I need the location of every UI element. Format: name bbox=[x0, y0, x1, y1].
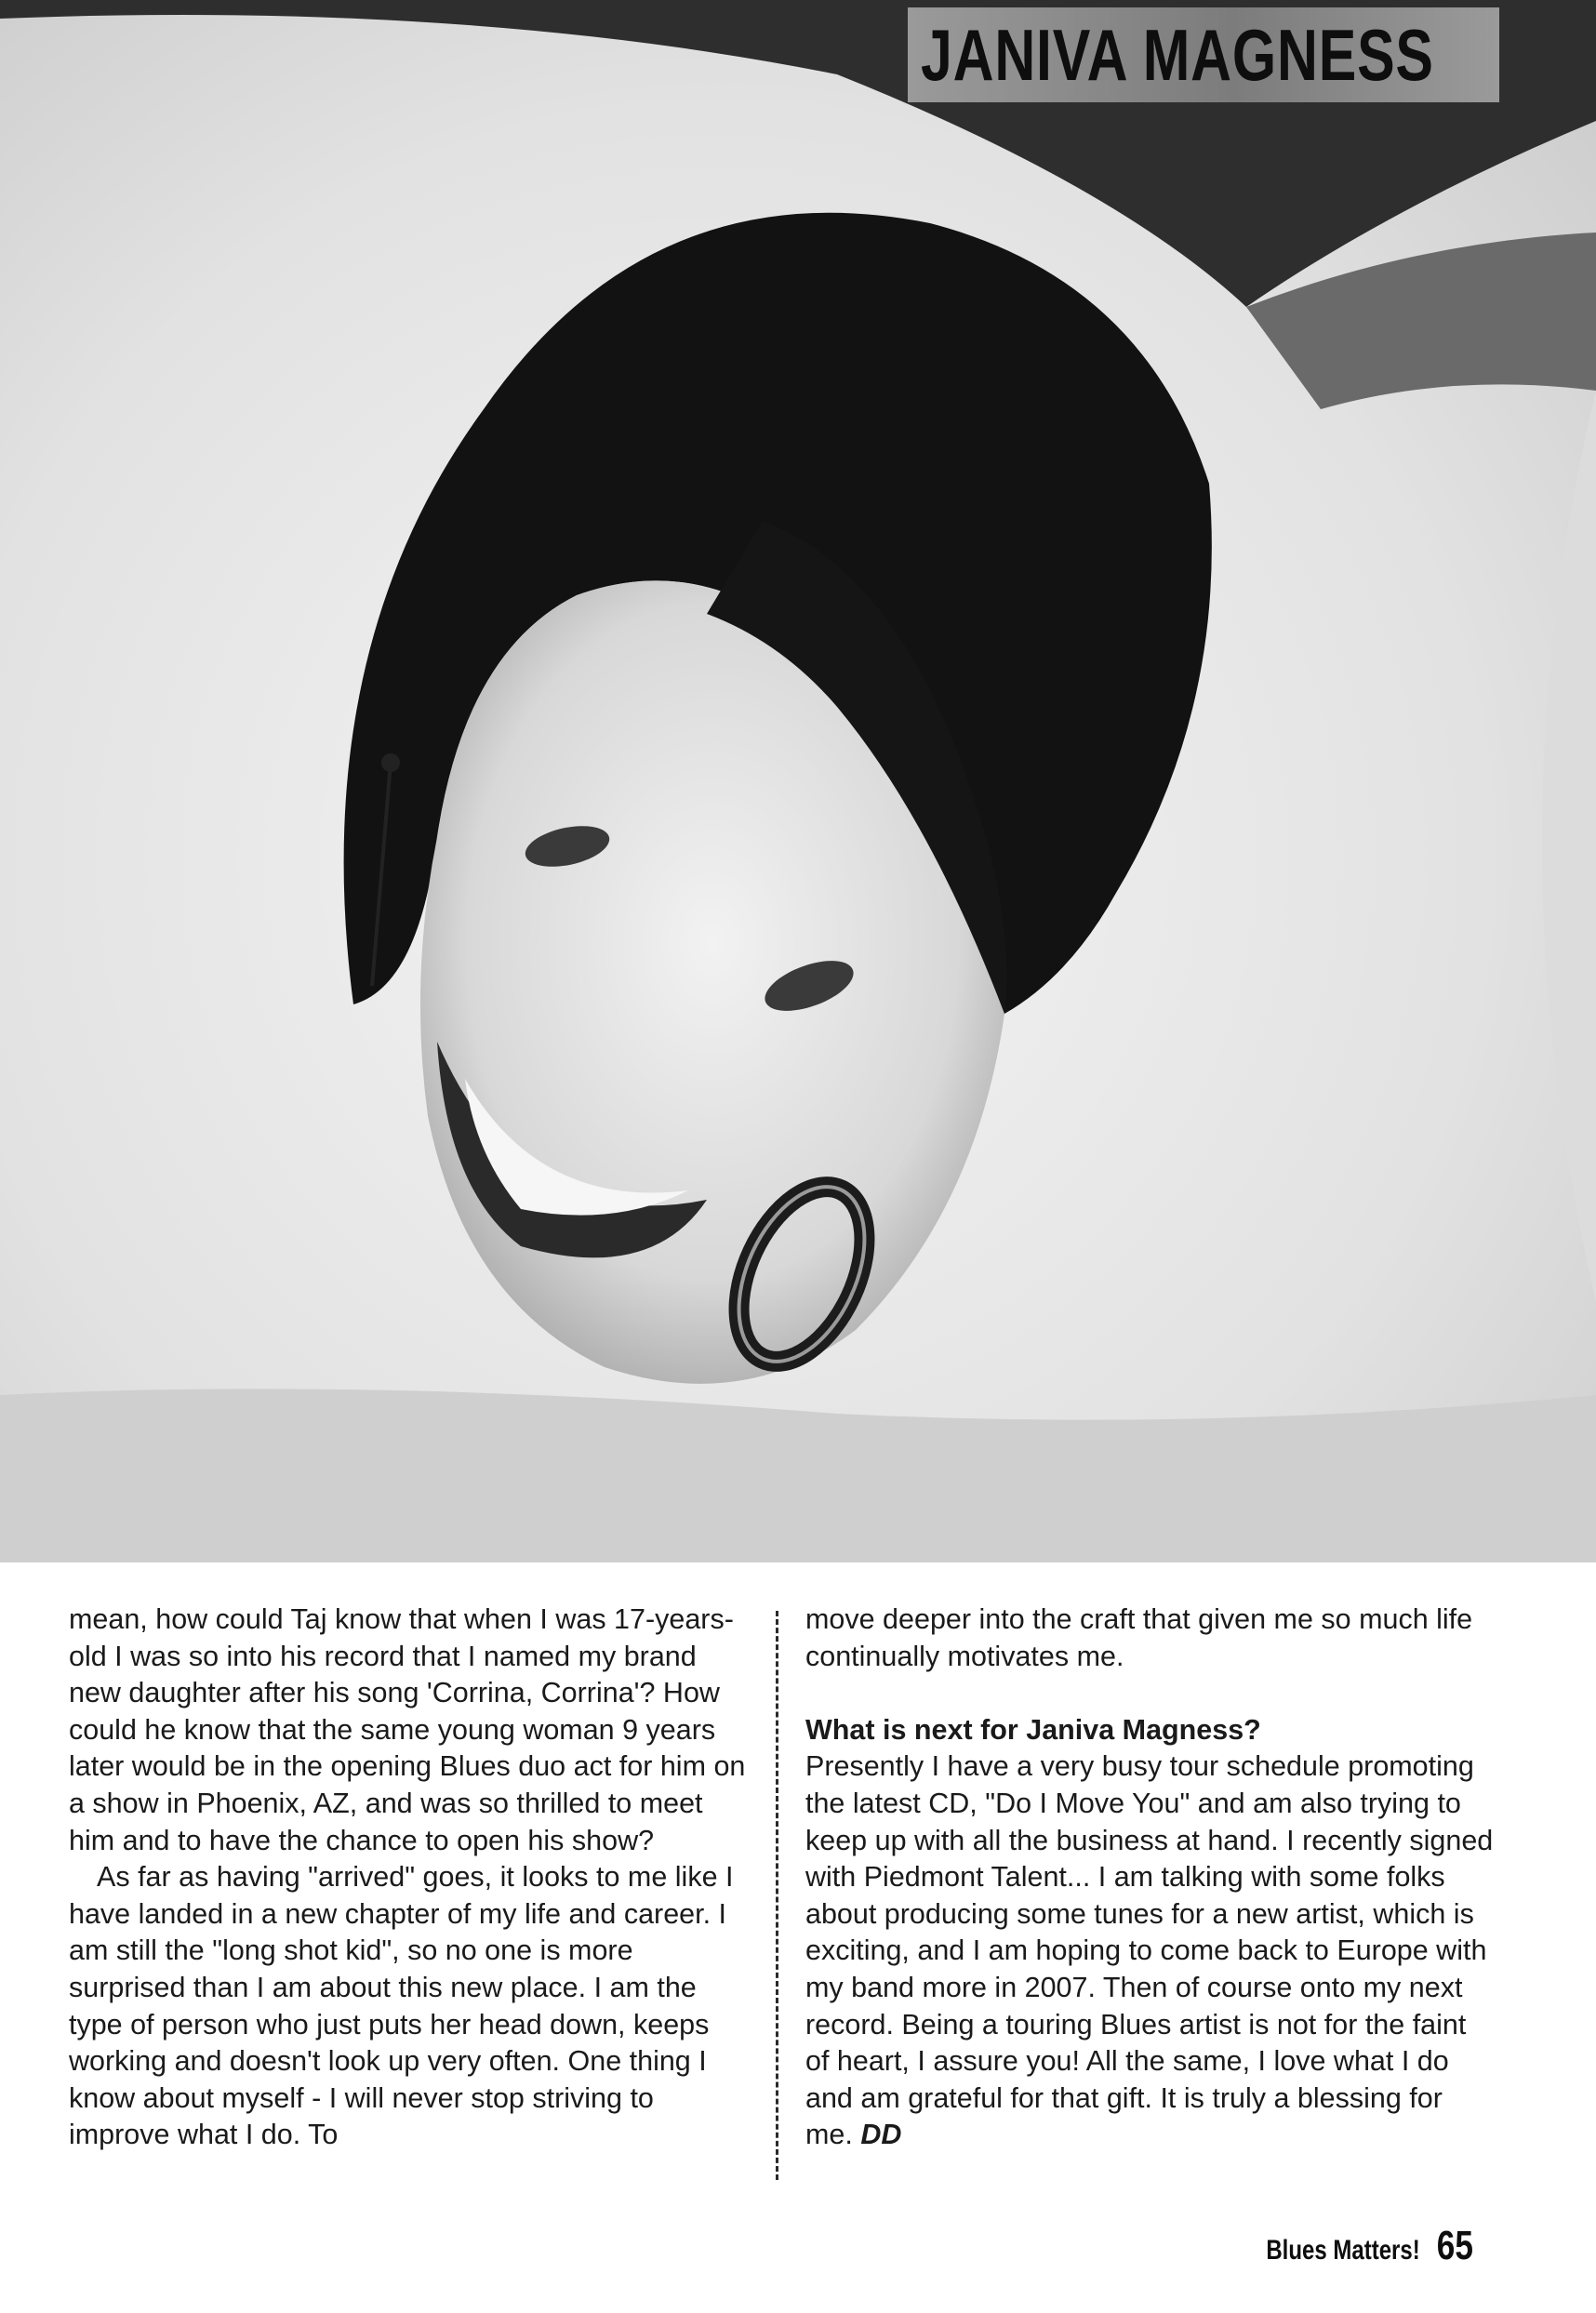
article-left-column bbox=[69, 1602, 748, 2154]
page-footer bbox=[1228, 2223, 1473, 2269]
answer-text: Presently I have a very busy tour schedule promoting the latest CD, "Do I Move You" and am also trying to keep up with all the business at hand. I recently signed with Piedmont Talent... I am talking with some folks about producing some tunes for a new artist, which is exciting, and I am hoping to come back to Europe with my band more in 2007. Then of course onto my next record. Being a touring Blues artist is not for the faint of heart, I assure you! All the same, I love what I do and am grateful for that gift. It is truly a blessing for me. bbox=[805, 1750, 1494, 2151]
page-number: 65 bbox=[1436, 2223, 1473, 2268]
interview-question: What is next for Janiva Magness? bbox=[805, 1713, 1261, 1746]
magazine-name: Blues Matters! bbox=[1266, 2235, 1420, 2266]
author-signature: DD bbox=[860, 2119, 902, 2151]
paragraph: move deeper into the craft that given me so much life continually motivates me. bbox=[805, 1603, 1473, 1672]
paragraph: mean, how could Taj know that when I was 17-years-old I was so into his record that I named my brand new daughter after his song 'Corrina, Corrina'? How could he know that the same young woman 9 years later would be in the opening Blues duo act for him on a show in Phoenix, AZ, and was so thrilled to meet him and to have the chance to open his show? bbox=[69, 1603, 746, 1856]
page-title: JANIVA MAGNESS bbox=[921, 14, 1434, 96]
column-divider bbox=[776, 1611, 778, 2180]
paragraph bbox=[805, 1748, 1494, 2154]
paragraph: As far as having "arrived" goes, it looks to me like I have landed in a new chapter of my life and career. I am still the "long shot kid", so no one is more surprised than I am about this new place. I am the type of person who just puts her head down, keeps working and doesn't look up very often. One thing I know about myself - I will never stop striving to improve what I do. To bbox=[69, 1861, 734, 2151]
article-right-column bbox=[805, 1602, 1494, 2154]
